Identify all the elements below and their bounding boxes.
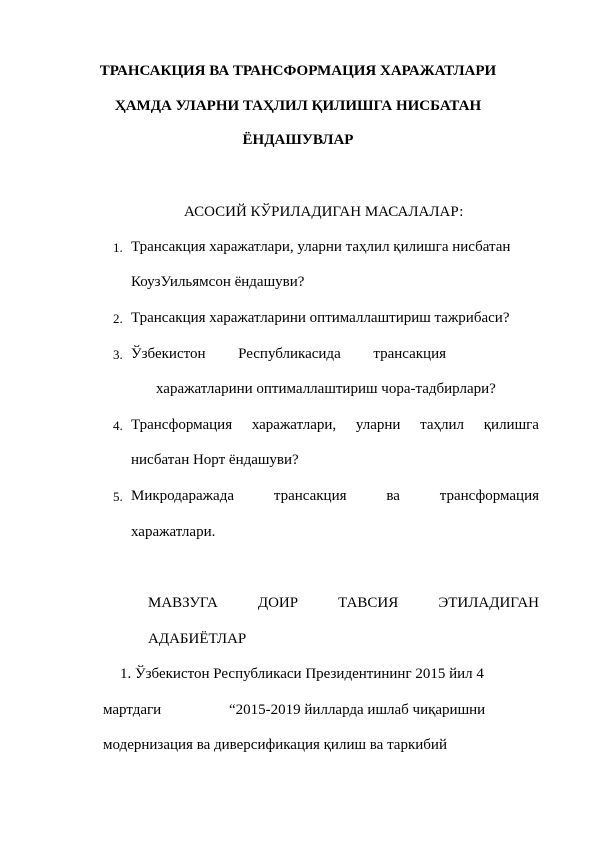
word: ТАВСИЯ — [338, 595, 399, 611]
word: ЭТИЛАДИГАН — [438, 595, 539, 611]
word: Микродаражада — [131, 488, 234, 504]
word: трансакция — [373, 346, 446, 362]
word: харажатлари, — [251, 417, 337, 433]
list-item-number: 4. — [113, 418, 123, 433]
list-item-text: Трансакция харажатларини оптималлаштириш тажрибаси? — [131, 310, 510, 326]
list-item-number: 2. — [113, 311, 123, 326]
word: трансформация — [439, 488, 539, 504]
list-item-text: нисбатан Норт ёндашуви? — [131, 452, 299, 468]
list-item-text — [131, 487, 539, 505]
reference-text: мартдаги — [103, 702, 162, 718]
section-heading-issues: АСОСИЙ КЎРИЛАДИГАН МАСАЛАЛАР: — [184, 204, 464, 220]
word: ДОИР — [257, 595, 299, 611]
reference-text: модернизация ва диверсификация қилиш ва таркибий — [103, 737, 447, 753]
reference-text: 1. Ўзбекистон Республикаси Президентининг 2015 йил 4 — [120, 666, 484, 682]
word: таҳлил — [420, 417, 465, 433]
word: МАВЗУГА — [148, 595, 218, 611]
word: Республикасида — [238, 346, 341, 362]
list-item-text: харажатлари. — [131, 524, 216, 540]
word: қилишга — [483, 417, 539, 433]
list-item-text: харажатларини оптималлаштириш чора-тадбирлари? — [156, 381, 496, 397]
list-item-text — [131, 416, 539, 434]
section-heading-literature — [148, 594, 539, 612]
list-item-number: 3. — [113, 347, 123, 362]
list-item-text: КоузУильямсон ёндашуви? — [131, 274, 305, 290]
word: Ўзбекистон — [131, 346, 206, 362]
word: ва — [386, 488, 400, 504]
word: трансакция — [273, 488, 347, 504]
title-line-1: ТРАНСАКЦИЯ ВА ТРАНСФОРМАЦИЯ ХАРАЖАТЛАРИ — [99, 63, 497, 79]
list-item-number: 5. — [113, 489, 123, 504]
list-item-text — [131, 345, 446, 363]
word: уларни — [355, 417, 401, 433]
section-heading-literature-line-2: АДАБИЁТЛАР — [148, 631, 247, 647]
title-line-2: ҲАМДА УЛАРНИ ТАҲЛИЛ ҚИЛИШГА НИСБАТАН — [114, 98, 482, 114]
word: Трансформация — [131, 417, 233, 433]
reference-text: “2015-2019 йилларда ишлаб чиқаришни — [229, 702, 486, 718]
list-item-number: 1. — [113, 240, 123, 255]
list-item-text: Трансакция харажатлари, уларни таҳлил қилишга нисбатан — [131, 239, 511, 255]
title-line-3: ЁНДАШУВЛАР — [242, 132, 354, 148]
